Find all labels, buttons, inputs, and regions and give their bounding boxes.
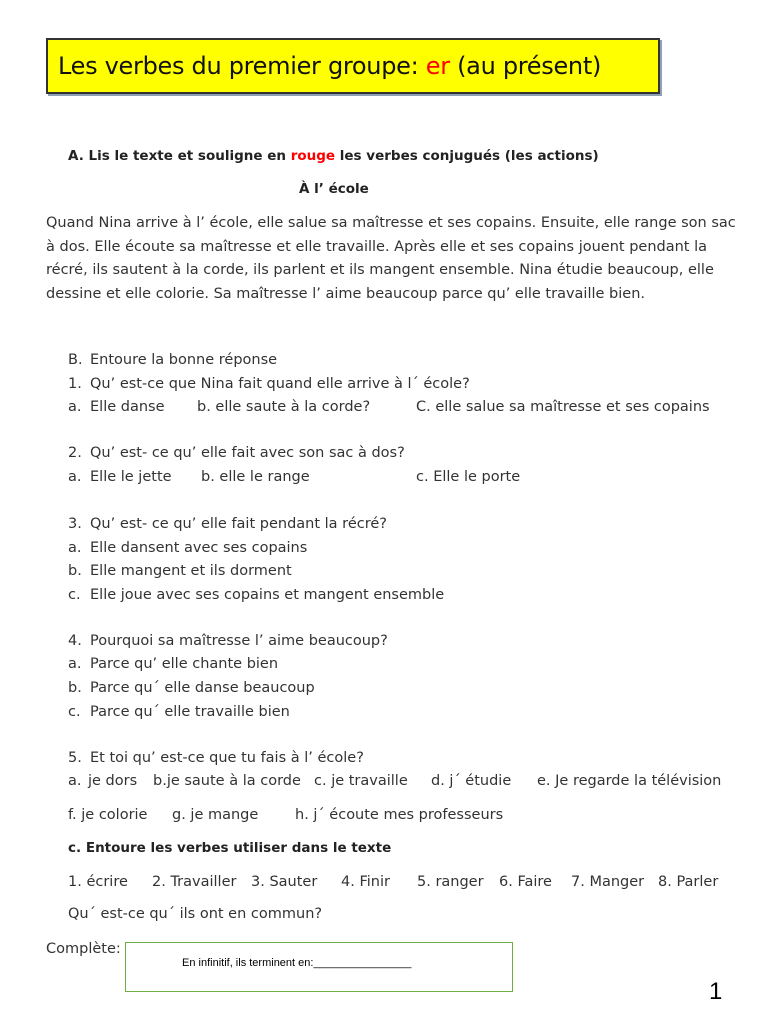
q3-number: 3.	[68, 516, 82, 532]
q2-option-a[interactable]: Elle le jette	[90, 469, 172, 485]
q2-option-c[interactable]: c. Elle le porte	[416, 469, 521, 485]
q2-a-label: a.	[68, 469, 82, 485]
q5-option-a[interactable]: je dors	[88, 773, 138, 789]
q3-a-label: a.	[68, 540, 82, 556]
q2-text: Qu’ est- ce qu’ elle fait avec son sac à dos?	[90, 445, 405, 461]
q5-option-c[interactable]: c. je travaille	[314, 773, 408, 789]
section-c-instruction: c. Entoure les verbes utiliser dans le texte	[68, 840, 392, 856]
q4-b-label: b.	[68, 680, 82, 696]
section-b-instruction: Entoure la bonne réponse	[90, 352, 278, 368]
section-a-instruction: A. Lis le texte et souligne en rouge les verbes conjugués (les actions)	[68, 148, 599, 164]
q3-text: Qu’ est- ce qu’ elle fait pendant la récré?	[90, 516, 387, 532]
q4-option-a[interactable]: Parce qu’ elle chante bien	[90, 656, 279, 672]
complete-label: Complète:	[46, 941, 121, 957]
verb-option[interactable]: 4. Finir	[341, 874, 390, 890]
answer-box[interactable]	[125, 942, 513, 992]
verb-option[interactable]: 5. ranger	[417, 874, 484, 890]
verb-option[interactable]: 8. Parler	[658, 874, 719, 890]
q5-option-d[interactable]: d. j´ étudie	[431, 773, 512, 789]
q3-option-c[interactable]: Elle joue avec ses copains et mangent ensemble	[90, 587, 445, 603]
q1-a-label: a.	[68, 399, 82, 415]
q4-text: Pourquoi sa maîtresse l’ aime beaucoup?	[90, 633, 388, 649]
q5-text: Et toi qu’ est-ce que tu fais à l’ école?	[90, 750, 364, 766]
q4-c-label: c.	[68, 704, 81, 720]
q4-number: 4.	[68, 633, 82, 649]
reading-paragraph: Quand Nina arrive à l’ école, elle salue sa maîtresse et ses copains. Ensuite, elle range son sac à dos. Elle écoute sa maîtresse et elle travaille. Après elle et ses copains jouent pendant la récré, ils sautent à la corde, ils parlent et ils mangent ensemble. Nina étudie beaucoup, elle dessine et elle colorie. Sa maîtresse l’ aime beaucoup parce qu’ elle travaille bien.	[46, 215, 736, 302]
verb-option[interactable]: 1. écrire	[68, 874, 128, 890]
q5-option-f[interactable]: f. je colorie	[68, 807, 148, 823]
q2-number: 2.	[68, 445, 82, 461]
q5-option-g[interactable]: g. je mange	[172, 807, 259, 823]
q5-option-e[interactable]: e. Je regarde la télévision	[537, 773, 722, 789]
q3-option-a[interactable]: Elle dansent avec ses copains	[90, 540, 308, 556]
q1-option-a[interactable]: Elle danse	[90, 399, 165, 415]
title-highlight: er	[425, 52, 450, 80]
q5-option-h[interactable]: h. j´ écoute mes professeurs	[295, 807, 504, 823]
q4-option-b[interactable]: Parce qu´ elle danse beaucoup	[90, 680, 315, 696]
q3-b-label: b.	[68, 563, 82, 579]
verb-option[interactable]: 6. Faire	[499, 874, 552, 890]
verb-option[interactable]: 3. Sauter	[251, 874, 318, 890]
verb-option[interactable]: 2. Travailler	[152, 874, 237, 890]
q1-option-b[interactable]: b. elle saute à la corde?	[197, 399, 371, 415]
section-b-label: B.	[68, 352, 83, 368]
page-title: Les verbes du premier groupe: er (au présent)	[58, 52, 602, 80]
title-banner	[46, 38, 660, 94]
q4-a-label: a.	[68, 656, 82, 672]
q1-option-c[interactable]: C. elle salue sa maîtresse et ses copains	[416, 399, 710, 415]
q2-option-b[interactable]: b. elle le range	[201, 469, 310, 485]
q1-number: 1.	[68, 376, 82, 392]
section-c-question: Qu´ est-ce qu´ ils ont en commun?	[68, 906, 323, 922]
q3-option-b[interactable]: Elle mangent et ils dorment	[90, 563, 292, 579]
q5-a-label: a.	[68, 773, 82, 789]
q5-option-b[interactable]: b.je saute à la corde	[153, 773, 301, 789]
q5-number: 5.	[68, 750, 82, 766]
answer-box-text: En infinitif, ils terminent en:________________	[182, 957, 412, 969]
q3-c-label: c.	[68, 587, 81, 603]
verb-option[interactable]: 7. Manger	[571, 874, 645, 890]
q4-option-c[interactable]: Parce qu´ elle travaille bien	[90, 704, 290, 720]
q1-text: Qu’ est-ce que Nina fait quand elle arrive à l´ école?	[90, 376, 470, 392]
page-number: 1	[709, 978, 723, 1005]
red-word: rouge	[290, 148, 336, 164]
text-title: À l’ école	[299, 181, 369, 197]
